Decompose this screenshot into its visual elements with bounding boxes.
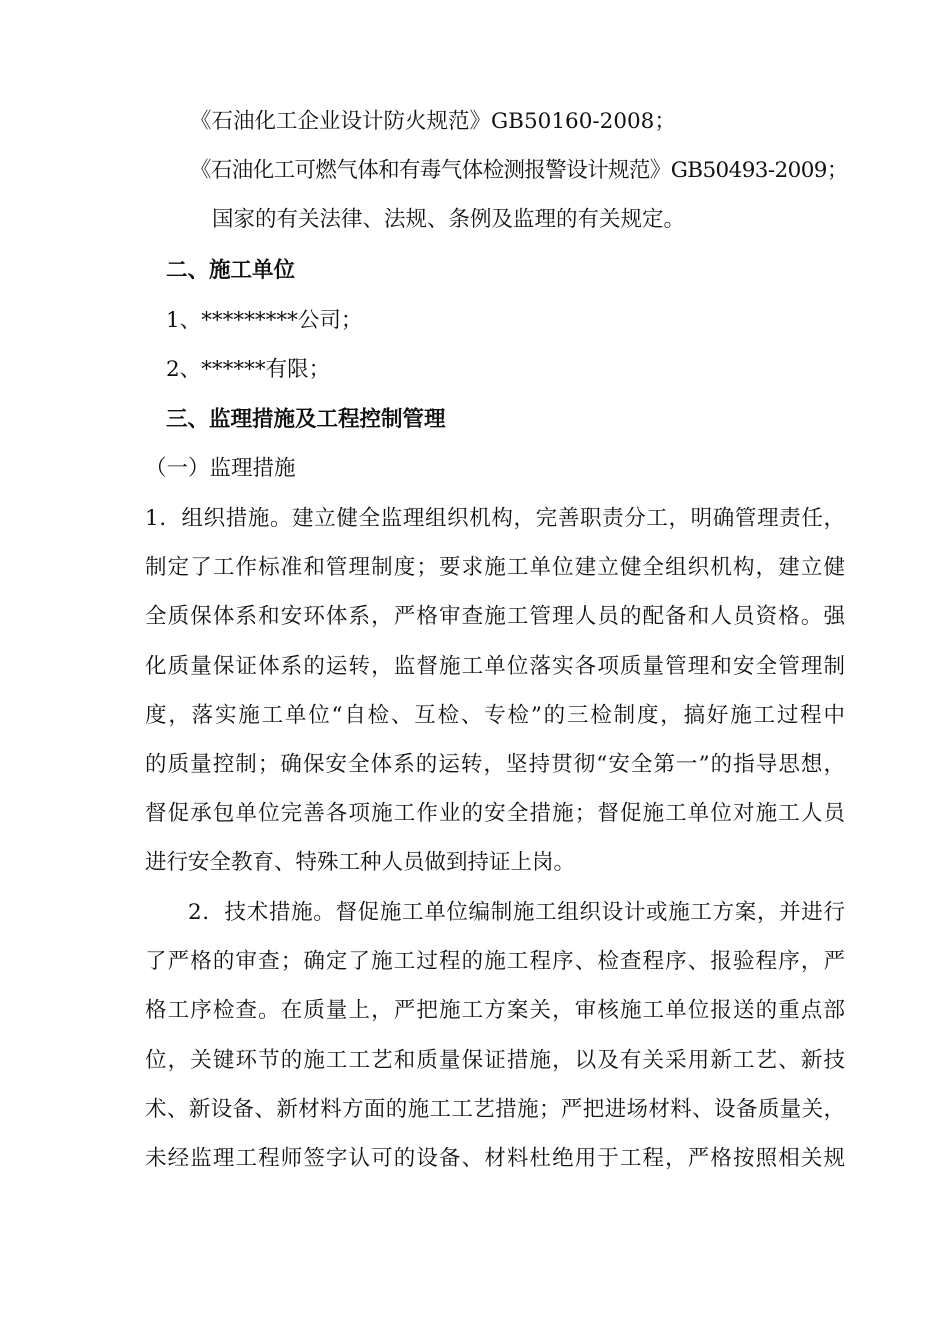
section3-heading: 三、监理措施及工程控制管理 [166, 407, 446, 432]
contractor-item-1: 1、*********公司； [166, 308, 363, 333]
paragraph-line: 化质量保证体系的运转，监督施工单位落实各项质量管理和安全管理制 [145, 653, 845, 679]
paragraph-technical-measures [145, 898, 845, 1193]
paragraph-line: 2．技术措施。督促施工单位编制施工组织设计或施工方案，并进行 [188, 900, 845, 925]
paragraph-line: 了严格的审查；确定了施工过程的施工程序、检查程序、报验程序，严 [145, 949, 845, 975]
paragraph-line: 未经监理工程师签字认可的设备、材料杜绝用于工程，严格按照相关规 [145, 1145, 845, 1171]
paragraph-line: 进行安全教育、特殊工种人员做到持证上岗。 [145, 850, 576, 876]
paragraph-line: 督促承包单位完善各项施工作业的安全措施；督促施工单位对施工人员 [145, 801, 845, 827]
reference-laws-regulations: 国家的有关法律、法规、条例及监理的有关规定。 [212, 207, 686, 232]
paragraph-organizational-measures [145, 504, 845, 898]
paragraph-line: 术、新设备、新材料方面的施工工艺措施；严把进场材料、设备质量关， [145, 1096, 845, 1122]
section3-subheading: （一）监理措施 [145, 456, 296, 481]
section2-heading: 二、施工单位 [166, 258, 296, 283]
paragraph-line: 度，落实施工单位“自检、互检、专检”的三检制度，搞好施工过程中 [145, 702, 845, 728]
paragraph-line: 1．组织措施。建立健全监理组织机构，完善职责分工，明确管理责任， [145, 506, 845, 531]
reference-fire-code: 《石油化工企业设计防火规范》GB50160-2008； [190, 109, 676, 134]
paragraph-line: 制定了工作标准和管理制度；要求施工单位建立健全组织机构，建立健 [145, 555, 845, 581]
paragraph-line: 格工序检查。在质量上，严把施工方案关，审核施工单位报送的重点部 [145, 998, 845, 1024]
paragraph-line: 位，关键环节的施工工艺和质量保证措施，以及有关采用新工艺、新技 [145, 1047, 845, 1073]
reference-gas-detection-code: 《石油化工可燃气体和有毒气体检测报警设计规范》GB50493-2009； [190, 158, 848, 183]
paragraph-line: 全质保体系和安环体系，严格审查施工管理人员的配备和人员资格。强 [145, 604, 845, 630]
paragraph-line: 的质量控制；确保安全体系的运转，坚持贯彻“安全第一”的指导思想， [145, 751, 845, 777]
contractor-item-2: 2、******有限； [166, 357, 331, 382]
